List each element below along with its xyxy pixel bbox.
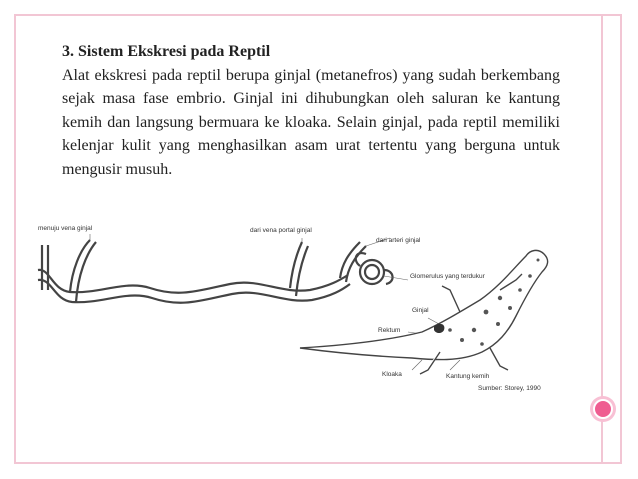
label-glomerulus: Glomerulus yang terdukur [410,273,485,280]
slide-heading: 3. Sistem Ekskresi pada Reptil [62,43,271,60]
label-kidney: Ginjal [412,307,429,314]
reptile-excretion-figure [30,220,570,400]
label-vein: menuju vena ginjal [38,225,93,232]
label-artery: dari arteri ginjal [376,237,421,244]
slide-content [62,40,560,181]
label-cloaca: Kloaka [382,371,402,378]
slide-paragraph: Alat ekskresi pada reptil berupa ginjal (metanefros) yang sudah berkembang sejak masa fase embrio. Ginjal ini dihubungkan oleh saluran ke kantung kemih dan langsung bermuara ke kloaka. Selain ginjal, pada reptil memiliki kelenjar kulit yang menghasilkan asam urat tertentu yang berguna untuk mengusir musuh. [62,66,560,178]
decor-circle-inner [593,399,613,419]
label-bladder: Kantung kemih [446,373,490,380]
figure-illustration [30,220,570,400]
label-rectum: Rektum [378,327,401,334]
label-source: Sumber: Storey, 1990 [478,385,541,392]
label-portal: dari vena portal ginjal [250,227,312,234]
